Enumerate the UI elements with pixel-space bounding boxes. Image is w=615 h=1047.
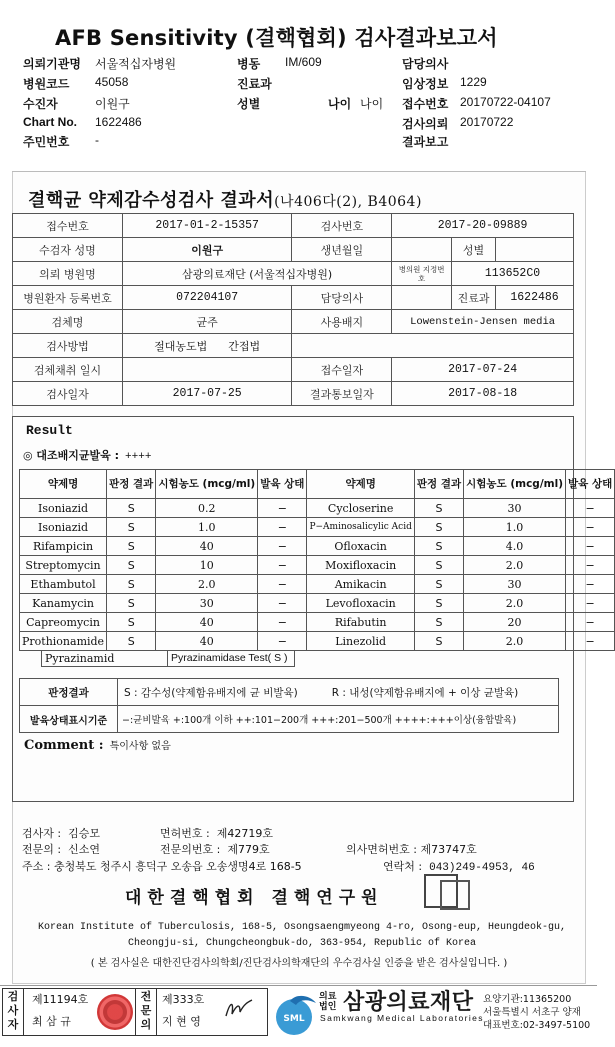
medium: Lowenstein-Jensen media [392,310,574,334]
svg-text:SML: SML [283,1014,305,1024]
hdr-value: 이원구 [95,97,130,111]
hdr-value: 20170722 [460,115,514,129]
pza-value: Pyrazinamidase Test( S ) [167,650,295,667]
divider [23,988,24,1036]
drug-conc: 40 [156,632,258,651]
footer-tester-label: 검 사 자 [7,990,19,1031]
drug-name: Isoniazid [20,499,107,518]
hdr-label: 수진자 [23,97,58,111]
drug-name: Ethambutol [20,575,107,594]
dob [392,238,452,262]
contact-line: 연락처 : 043)249-4953, 46 [383,860,535,874]
info-label: 접수번호 [13,214,123,238]
drug-judge: S [107,556,156,575]
drug-conc: 1.0 [156,518,258,537]
col-drug: 약제명 [20,470,107,499]
specialist-number: 전문의번호 : 제779호 [160,843,270,856]
received-date: 2017-07-24 [392,358,574,382]
hdr-label: Chart No. [23,115,77,129]
hdr-value: - [95,133,99,147]
drug-judge: S [414,499,463,518]
drug-conc: 2.0 [156,575,258,594]
hdr-value: 1622486 [95,115,142,129]
info-label: 결과통보일자 [292,382,392,406]
table-row [20,556,615,575]
drug-judge: S [414,518,463,537]
certification-note: ( 본 검사실은 대한진단검사의학회/진단검사의학재단의 우수검사실 인증을 받은 검사실입니다. ) [90,958,508,969]
signature-icon [222,996,258,1024]
institution-name: 대한결핵협회 결핵연구원 [125,888,384,908]
table-row [20,537,615,556]
info-label: 진료과 [452,286,496,310]
specimen: 균주 [122,310,292,334]
drug-name: Isoniazid [20,518,107,537]
hdr-label: 임상정보 [402,77,449,91]
drug-conc: 1.0 [464,518,566,537]
footer-phone: 대표번호:02-3497-5100 [483,1020,591,1031]
scan-edge [12,171,586,172]
drug-status: − [566,594,615,613]
drug-judge: S [107,537,156,556]
reg-no: 2017-01-2-15357 [122,214,292,238]
drug-name: Kanamycin [20,594,107,613]
judge-legend-label: 판정결과 [20,679,118,706]
drug-judge: S [414,594,463,613]
table-row [20,518,615,537]
judge-legend-text: S : 감수성(약제함유배지에 균 비발육) R : 내성(약제함유배지에 + 이상 균발육) [118,679,559,706]
legend-table [19,678,559,733]
hdr-label: 나이 [328,97,352,111]
collect-date [122,358,292,382]
info-label: 수검자 성명 [13,238,123,262]
report-heading: 결핵균 약제감수성검사 결과서(나406다(2), B4064) [28,190,422,211]
hdr-label: 결과보고 [402,135,449,149]
drug-status: − [258,556,307,575]
drug-name: Streptomycin [20,556,107,575]
drug-name: Cycloserine [307,499,414,518]
drug-conc: 2.0 [464,556,566,575]
growth-legend-label: 발육상태표시기준 [20,706,118,733]
hdr-label: 병동 [237,57,261,71]
drug-conc: 2.0 [464,632,566,651]
specialist-line: 전문의 : 신소연 [22,843,100,856]
table-row [20,613,615,632]
drug-name: Prothionamide [20,632,107,651]
drug-name: Ofloxacin [307,537,414,556]
drug-name: Levofloxacin [307,594,414,613]
drug-judge: S [107,575,156,594]
drug-conc: 40 [156,613,258,632]
drug-judge: S [107,594,156,613]
info-label: 검사번호 [292,214,392,238]
drug-status: − [258,518,307,537]
drug-judge: S [414,613,463,632]
info-label: 병원환자 등록번호 [13,286,123,310]
col-status: 발육 상태 [258,470,307,499]
drug-judge: S [414,575,463,594]
hdr-label: 성별 [237,97,261,111]
patient-name: 이원구 [122,238,292,262]
footer-tester-name: 최 삼 규 [32,1015,71,1028]
drug-judge: S [107,499,156,518]
hdr-value: IM/609 [285,55,322,69]
col-judge: 판정 결과 [414,470,463,499]
drug-conc: 30 [464,499,566,518]
drug-conc: 0.2 [156,499,258,518]
table-row [20,594,615,613]
drug-status: − [258,594,307,613]
drug-conc: 30 [464,575,566,594]
org-number: 요양기관:11365200 [483,994,572,1005]
info-label: 성별 [452,238,496,262]
col-conc: 시험농도 (mcg/ml) [464,470,566,499]
sml-logo-icon [272,991,322,1037]
seal-icon [97,994,133,1030]
doctor [392,286,452,310]
drug-judge: S [107,613,156,632]
info-table [12,213,574,406]
drug-status: − [258,575,307,594]
hdr-value: 서울적십자병원 [95,57,177,71]
drug-name: Amikacin [307,575,414,594]
col-drug: 약제명 [307,470,414,499]
drug-conc: 2.0 [464,594,566,613]
brand-small: 의료 법인 [319,992,337,1012]
hdr-label: 의뢰기관명 [23,57,81,71]
drug-status: − [258,613,307,632]
hdr-value: 나이 [360,97,384,111]
test-no: 2017-20-09889 [392,214,574,238]
drug-status: − [566,575,615,594]
hdr-value: 45058 [95,75,129,89]
drug-conc: 40 [156,537,258,556]
dept: 1622486 [496,286,574,310]
pza-name: Pyrazinamid [41,650,167,667]
drug-conc: 30 [156,594,258,613]
drug-status: − [258,499,307,518]
drug-conc: 20 [464,613,566,632]
footer-specialist-no: 제333호 [162,993,205,1006]
drug-name: Linezolid [307,632,414,651]
drug-name: Moxifloxacin [307,556,414,575]
drug-conc: 4.0 [464,537,566,556]
tester-license: 면허번호 : 제42719호 [160,827,273,840]
drug-status: − [566,499,615,518]
drug-status: − [566,556,615,575]
drug-name: Rifampicin [20,537,107,556]
comment: Comment : 특이사항 없음 [24,738,171,753]
col-judge: 판정 결과 [107,470,156,499]
result-heading: Result [26,423,73,438]
drug-status: − [566,518,615,537]
info-label: 병의원 지정번호 [392,262,452,286]
drug-conc: 10 [156,556,258,575]
institution-stamp [440,880,470,910]
hdr-label: 담당의사 [402,57,449,71]
hdr-label: 진료과 [237,77,272,91]
patient-reg-no: 072204107 [122,286,292,310]
report-title: AFB Sensitivity (결핵협회) 검사결과보고서 [55,26,498,50]
doctor-license: 의사면허번호 : 제73747호 [346,843,477,856]
control-growth: ◎ 대조배지균발육 : ++++ [23,449,152,463]
hdr-label: 접수번호 [402,97,449,111]
table-row [20,632,615,651]
drug-name: Rifabutin [307,613,414,632]
drug-judge: S [414,632,463,651]
drug-status: − [566,537,615,556]
hospital-name: 삼광의료재단 (서울적십자병원) [122,262,391,286]
info-label: 사용배지 [292,310,392,334]
info-label: 검사일자 [13,382,123,406]
institution-address-en: Korean Institute of Tuberculosis, 168-5, Osongsaengmyeong 4-ro, Osong-eup, Heungdeok-gu, Cheongju-si, Chungcheongbuk-do, 363-954, Republic of Korea [37,922,567,949]
info-label: 생년월일 [292,238,392,262]
hdr-label: 주민번호 [23,135,70,149]
drug-status: − [258,632,307,651]
footer-tester-no: 제11194호 [32,993,89,1006]
info-label: 의뢰 병원명 [13,262,123,286]
drug-judge: S [414,537,463,556]
hospital-code: 113652C0 [452,262,574,286]
report-date: 2017-08-18 [392,382,574,406]
drug-status: − [258,537,307,556]
drug-status: − [566,632,615,651]
brand-name-en: Samkwang Medical Laboratories [320,1013,484,1023]
footer-address: 서울특별시 서초구 양재 [483,1007,581,1018]
tester-line: 검사자 : 김승모 [22,827,100,840]
table-row [20,499,615,518]
drug-judge: S [107,518,156,537]
col-status: 발육 상태 [566,470,615,499]
test-date: 2017-07-25 [122,382,292,406]
divider [135,988,136,1036]
growth-legend-text: −:균비발육 +:100개 이하 ++:101−200개 +++:201−500개 ++++:+++이상(융합발육) [118,706,559,733]
hdr-label: 검사의뢰 [402,117,449,131]
method: 절대농도법 간접법 [122,334,292,358]
drug-name: Capreomycin [20,613,107,632]
hdr-value: 1229 [460,75,487,89]
footer-specialist-label: 전 문 의 [140,990,152,1031]
drug-judge: S [414,556,463,575]
sex [496,238,574,262]
drug-judge: S [107,632,156,651]
brand-name: 삼광의료재단 [343,990,474,1015]
info-label: 검체채취 일시 [13,358,123,382]
drug-table [19,469,615,651]
blank-cell [292,334,574,358]
drug-status: − [566,613,615,632]
address-line: 주소 : 충청북도 청주시 흥덕구 오송읍 오송생명4로 168-5 [22,860,302,873]
table-row [20,575,615,594]
hdr-value: 20170722-04107 [460,95,551,109]
info-label: 담당의사 [292,286,392,310]
footer-specialist-name: 지 현 영 [162,1015,201,1028]
drug-name: P−Aminosalicylic Acid [307,518,414,537]
info-label: 검체명 [13,310,123,334]
info-label: 접수일자 [292,358,392,382]
hdr-label: 병원코드 [23,77,70,91]
divider [156,988,157,1036]
col-conc: 시험농도 (mcg/ml) [156,470,258,499]
info-label: 검사방법 [13,334,123,358]
